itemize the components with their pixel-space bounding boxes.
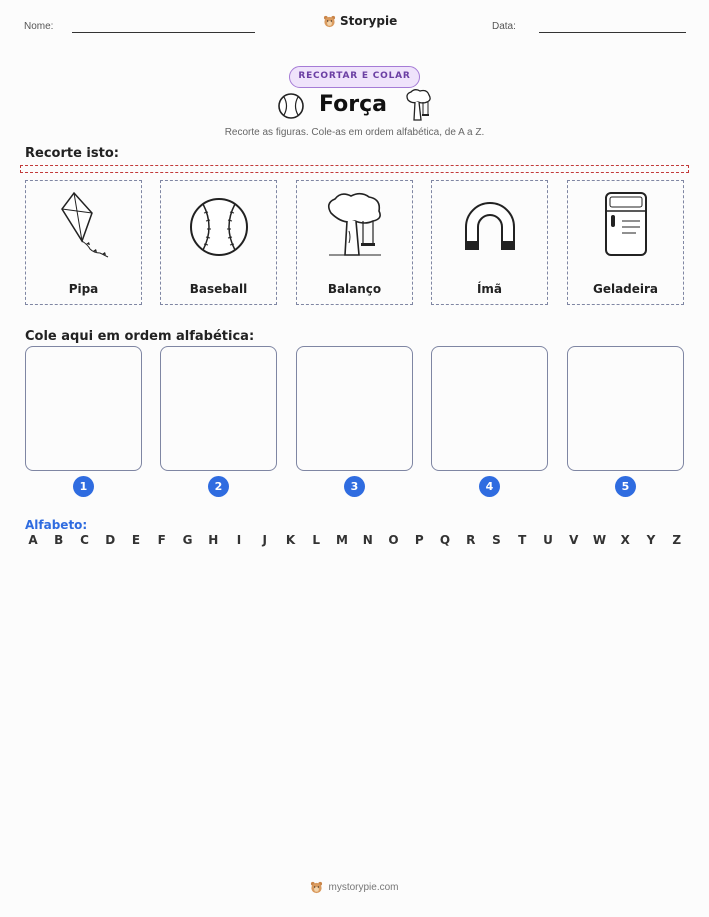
card-label: Ímã <box>476 282 503 296</box>
letter: G <box>182 533 193 547</box>
letter: H <box>208 533 219 547</box>
page-title: Força <box>319 92 387 117</box>
baseball-icon <box>189 191 249 259</box>
card-label: Baseball <box>189 282 248 296</box>
card-label: Pipa <box>68 282 99 296</box>
bear-logo-icon <box>323 15 336 28</box>
letter: F <box>157 533 166 547</box>
number-badge-3: 3 <box>344 476 365 497</box>
cut-card-magnet[interactable] <box>431 180 548 305</box>
letter: Y <box>646 533 656 547</box>
bear-logo-icon <box>310 881 323 894</box>
letter: W <box>592 533 607 547</box>
cut-line <box>20 165 689 173</box>
paste-box-5[interactable] <box>567 346 684 471</box>
letter: T <box>518 533 527 547</box>
letter: P <box>414 533 424 547</box>
letter: A <box>28 533 38 547</box>
paste-heading: Cole aqui em ordem alfabética: <box>25 329 255 344</box>
activity-badge: RECORTAR E COLAR <box>289 66 420 88</box>
date-label: Data: <box>492 21 516 32</box>
paste-box-2[interactable] <box>160 346 277 471</box>
card-label: Geladeira <box>592 282 659 296</box>
alphabet-heading: Alfabeto: <box>25 518 88 532</box>
number-badge-5: 5 <box>615 476 636 497</box>
letter: O <box>388 533 399 547</box>
brand-name: Storypie <box>340 14 398 28</box>
letter: Z <box>672 533 682 547</box>
cut-heading: Recorte isto: <box>25 146 119 161</box>
letter: I <box>236 533 242 547</box>
date-line[interactable] <box>539 32 686 33</box>
letter: C <box>80 533 89 547</box>
name-label: Nome: <box>24 21 54 32</box>
name-line[interactable] <box>72 32 255 33</box>
letter: V <box>569 533 579 547</box>
brand-logo <box>323 14 397 28</box>
cut-card-baseball[interactable] <box>160 180 277 305</box>
footer-url: mystorypie.com <box>328 882 399 893</box>
tree-swing-icon <box>403 88 433 122</box>
letter: L <box>312 533 321 547</box>
paste-box-3[interactable] <box>296 346 413 471</box>
baseball-icon <box>276 92 306 120</box>
tree-swing-icon <box>325 191 385 259</box>
letter: Q <box>439 533 451 547</box>
letter: S <box>492 533 501 547</box>
paste-box-1[interactable] <box>25 346 142 471</box>
magnet-icon <box>460 191 520 259</box>
number-badge-1: 1 <box>73 476 94 497</box>
cut-card-kite[interactable] <box>25 180 142 305</box>
cut-card-swing[interactable] <box>296 180 413 305</box>
kite-icon <box>54 191 114 259</box>
letter: B <box>54 533 64 547</box>
letter: N <box>362 533 373 547</box>
letter: X <box>620 533 630 547</box>
letter: U <box>543 533 553 547</box>
instructions: Recorte as figuras. Cole-as em ordem alfabética, de A a Z. <box>224 127 485 138</box>
number-badge-4: 4 <box>479 476 500 497</box>
number-badge-2: 2 <box>208 476 229 497</box>
letter: J <box>262 533 267 547</box>
paste-box-4[interactable] <box>431 346 548 471</box>
letter: E <box>131 533 141 547</box>
letter: K <box>285 533 296 547</box>
refrigerator-icon <box>596 191 656 259</box>
letter: R <box>466 533 476 547</box>
letter: D <box>105 533 116 547</box>
cut-card-fridge[interactable] <box>567 180 684 305</box>
footer <box>0 881 709 894</box>
card-label: Balanço <box>327 282 382 296</box>
alphabet-row <box>25 533 685 547</box>
letter: M <box>336 533 348 547</box>
